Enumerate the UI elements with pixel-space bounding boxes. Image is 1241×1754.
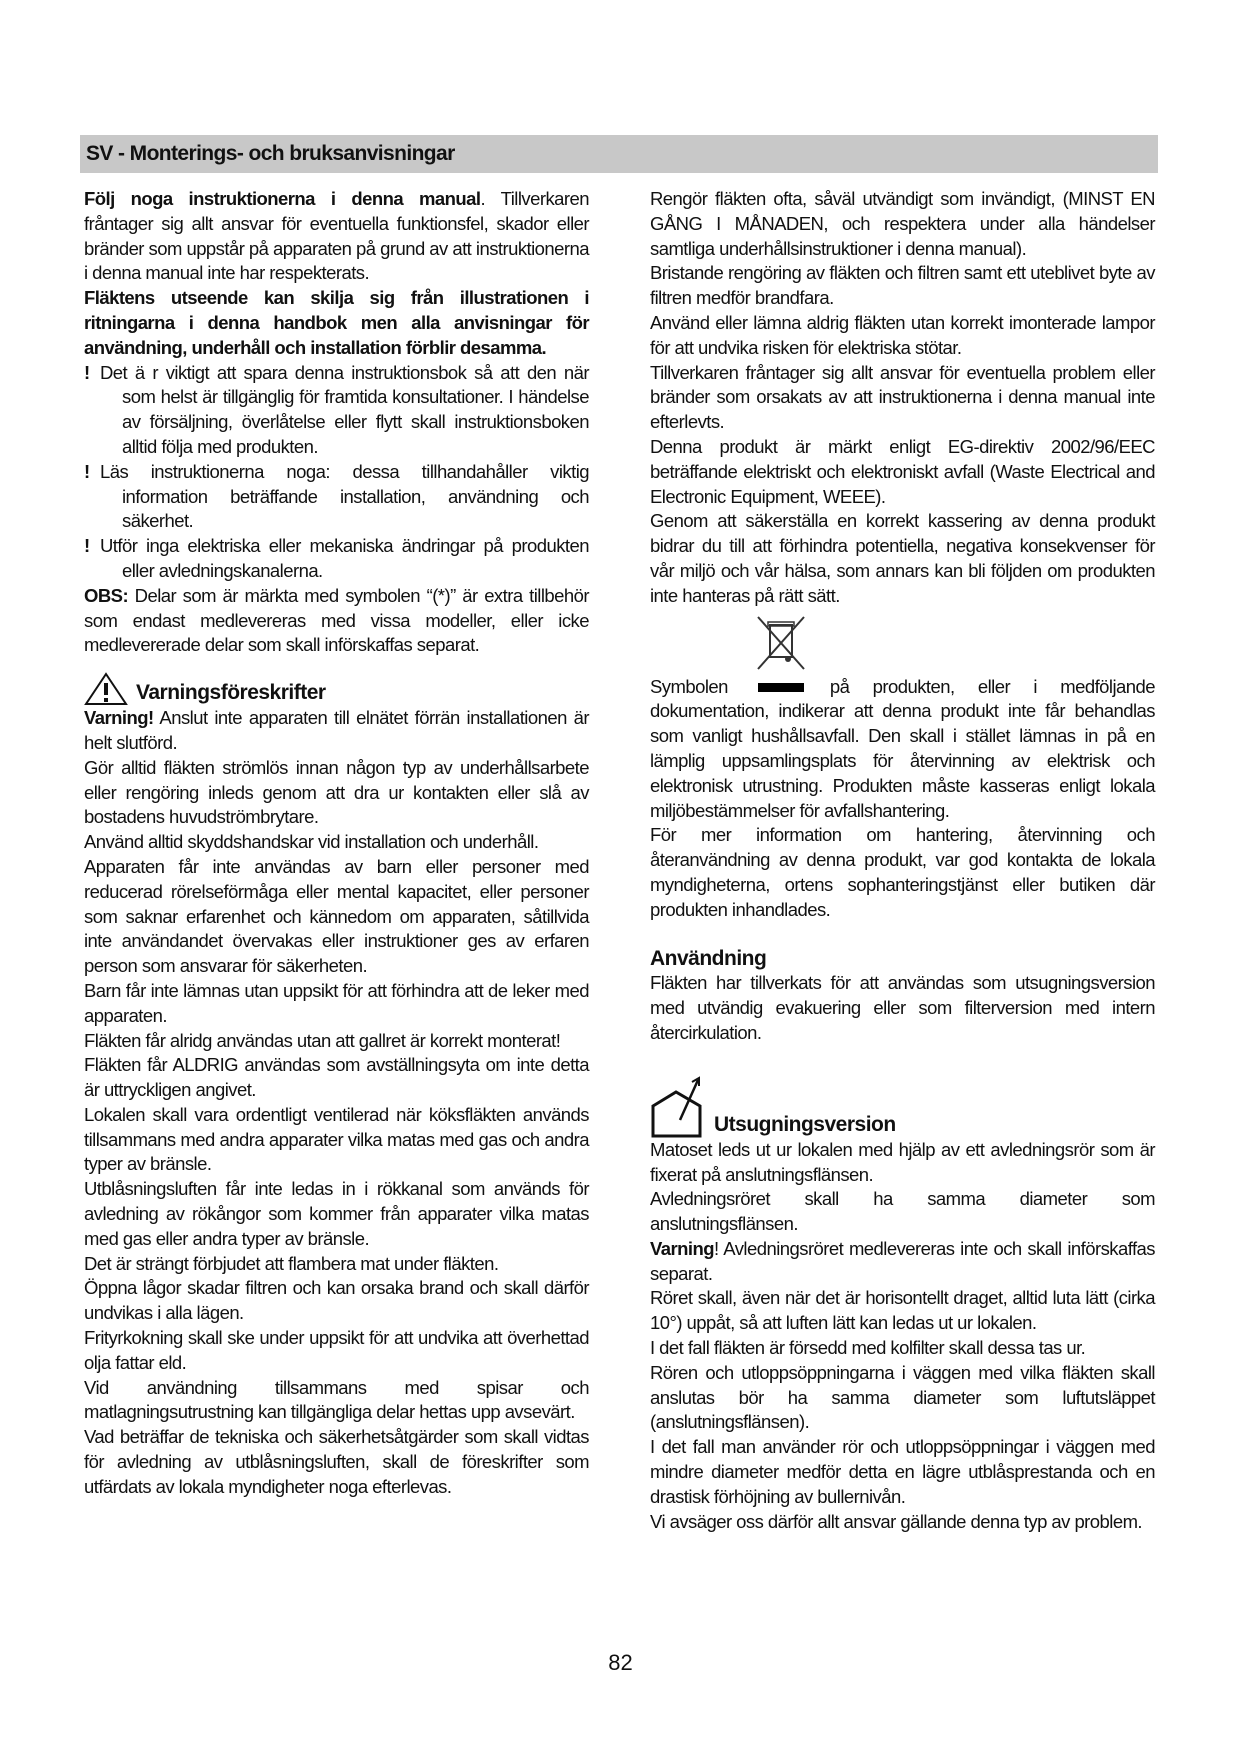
paragraph: Vi avsäger oss därför allt ansvar gällande denna typ av problem.	[650, 1510, 1143, 1532]
paragraph: Fläkten får ALDRIG användas som avställningsyta om inte detta är uttryckligen angivet.	[84, 1054, 589, 1101]
bullet-text: Utför inga elektriska eller mekaniska ändringar på produkten eller avledningskanalerna.	[100, 535, 589, 581]
page-number: 82	[608, 1650, 633, 1675]
left-column	[84, 187, 589, 1500]
symbol-text: på produkten, eller i medföljande dokumentation, indikerar att denna produkt inte får behandlas som vanligt hushållsavfall. Den skall i stället lämnas in på en lämplig uppsamlingsplats för återvinning av elektrisk och elektronisk utrustning. Produkten måste kasseras enligt lokala miljöbestämmelser för avfallshantering.	[650, 675, 1155, 821]
warnings-heading-row	[84, 672, 589, 706]
warning-triangle-icon	[84, 672, 128, 706]
appearance-bold: Fläktens utseende kan skilja sig från illustrationen i ritningarna i denna handbok men alla anvisningar för användning, underhåll och installation förblir desamma.	[84, 287, 589, 358]
paragraph: Rören och utloppsöppningarna i väggen med vilka fläkten skall anslutas bör ha samma diameter som luftutsläppet (anslutningsflänsen).	[650, 1361, 1155, 1433]
exhaust-heading-row	[650, 1076, 1155, 1138]
paragraph: Röret skall, även när det är horisontellt draget, alltid luta lätt (cirka 10°) uppåt, så att luften lätt kan ledas ut ur lokalen.	[650, 1287, 1155, 1334]
usage-paragraph: Fläkten har tillverkats för att användas som utsugningsversion med utvändig evakuering eller som filterversion med intern återcirkulation.	[650, 972, 1155, 1043]
paragraph: Det är strängt förbjudet att flambera mat under fläkten.	[84, 1252, 499, 1274]
paragraph: Avledningsröret skall ha samma diameter som anslutningsflänsen.	[650, 1188, 1155, 1235]
intro-text: . Tillverkaren fråntager sig allt ansvar för eventuella funktionsfel, skador eller bränder som uppstår på apparaten på grund av att instruktionerna i denna manual inte har respekterats.	[84, 188, 589, 284]
right-column	[650, 187, 1155, 1534]
info-paragraph: För mer information om hantering, återvinning och återanvändning av denna produkt, var god kontakta de lokala myndigheterna, ortens sophanteringstjänst eller butiken där produkten inhandlades.	[650, 824, 1155, 920]
warning-text: Anslut inte apparaten till elnätet förrän installationen är helt slutförd.	[84, 707, 589, 753]
paragraph: Utblåsningsluften får inte ledas in i rökkanal som används för avledning av rökångor som kommer från apparater vilka matas med gas eller andra typer av bränsle.	[84, 1178, 589, 1249]
paragraph: Frityrkokning skall ske under uppsikt för att undvika att överhettad olja fattar eld.	[84, 1327, 589, 1373]
intro-bold: Följ noga instruktionerna i denna manual	[84, 188, 481, 209]
paragraph: Apparaten får inte användas av barn eller personer med reducerad rörelseförmåga eller mental kapacitet, eller personer som saknar erfarenhet och kännedom om apparaten, såtillvida inte användandet övervakas eller instruktioner ges av erfaren person som ansvarar för säkerheten.	[84, 855, 589, 977]
obs-paragraph	[84, 584, 589, 658]
weee-crossed-bin-icon	[754, 615, 808, 671]
appearance-note	[84, 286, 589, 360]
bullet-item	[84, 361, 589, 460]
bullet-text: Läs instruktionerna noga: dessa tillhandahåller viktig information beträffande installation, användning och säkerhet.	[100, 460, 589, 532]
paragraph: Gör alltid fläkten strömlös innan någon typ av underhållsarbete eller rengöring inleds genom att dra ur kontakten eller slå av bostadens huvudströmbrytare.	[84, 756, 589, 828]
paragraph: Lokalen skall vara ordentligt ventilerad när köksfläkten används tillsammans med andra apparater vilka matas med gas och andra typer av bränsle.	[84, 1103, 589, 1175]
warning-label: Varning!	[84, 707, 154, 729]
symbol-paragraph	[650, 675, 1155, 824]
paragraph: Använd alltid skyddshandskar vid installation och underhåll.	[84, 831, 539, 853]
black-bar-symbol	[758, 683, 804, 692]
exhaust-warning-text: ! Avledningsröret medlevereras inte och skall införskaffas separat.	[650, 1237, 1155, 1284]
intro-paragraph	[84, 187, 589, 286]
paragraph: Vid användning tillsammans med spisar och matlagningsutrustning kan tillgängliga delar hettas upp avsevärt.	[84, 1376, 589, 1423]
paragraph: Matoset leds ut ur lokalen med hjälp av ett avledningsrör som är fixerat på anslutningsflänsen.	[650, 1138, 1155, 1185]
paragraph: Denna produkt är märkt enligt EG-direktiv 2002/96/EEC beträffande elektriskt och elektroniskt avfall (Waste Electrical and Electronic Equipment, WEEE).	[650, 435, 1155, 507]
exclamation-icon: !	[84, 361, 90, 383]
exclamation-icon: !	[84, 535, 90, 557]
paragraph: Tillverkaren fråntager sig allt ansvar för eventuella problem eller bränder som orsakats av att instruktionerna i denna manual inte efterlevts.	[650, 361, 1155, 433]
paragraph: I det fall man använder rör och utloppsöppningar i väggen med mindre diameter medför detta en lägre utblåsprestanda och en drastisk förhöjning av bullernivån.	[650, 1436, 1155, 1507]
exhaust-warning-label: Varning	[650, 1237, 714, 1259]
paragraph: Vad beträffar de tekniska och säkerhetsåtgärder som skall vidtas för avledning av utblåsningsluften, skall de föreskrifter som utfärdats av lokala myndigheter noga efterlevas.	[84, 1426, 589, 1497]
symbol-prefix: Symbolen	[650, 675, 728, 697]
section-title: SV - Monterings- och bruksanvisningar	[86, 142, 455, 165]
warnings-heading: Varningsföreskrifter	[136, 681, 326, 705]
obs-text: Delar som är märkta med symbolen “(*)” är extra tillbehör som endast medlevereras med vissa modeller, eller icke medlevererade delar som skall införskaffas separat.	[84, 584, 589, 656]
exhaust-warning	[650, 1237, 1155, 1287]
paragraph: Rengör fläkten ofta, såväl utvändigt som invändigt, (MINST EN GÅNG I MÅNADEN, och respektera under alla händelser samtliga underhållsinstruktioner i denna manual).	[650, 188, 1155, 259]
exhaust-heading: Utsugningsversion	[714, 1112, 896, 1136]
warning-paragraph	[84, 706, 589, 756]
paragraph: I det fall fläkten är försedd med kolfilter skall dessa tas ur.	[650, 1337, 1086, 1359]
paragraph: Fläkten får alridg användas utan att gallret är korrekt monterat!	[84, 1029, 561, 1051]
paragraph: Använd eller lämna aldrig fläkten utan korrekt imonterade lampor för att undvika risken för elektriska stötar.	[650, 311, 1155, 358]
obs-label: OBS:	[84, 584, 129, 606]
bullet-item	[84, 460, 589, 534]
exclamation-icon: !	[84, 460, 90, 482]
paragraph: Bristande rengöring av fläkten och filtren samt ett uteblivet byte av filtren medför brandfara.	[650, 262, 1155, 309]
paragraph: Genom att säkerställa en korrekt kassering av denna produkt bidrar du till att förhindra potentiella, negativa konsekvenser för vår miljö och vår hälsa, som annars kan bli följden om produkten inte hanteras på rätt sätt.	[650, 510, 1155, 606]
bullet-item	[84, 534, 589, 584]
paragraph: Barn får inte lämnas utan uppsikt för att förhindra att de leker med apparaten.	[84, 979, 589, 1026]
bullet-text: Det ä r viktigt att spara denna instruktionsbok så att den när som helst är tillgänglig för framtida konsultationer. I händelse av försäljning, överlåtelse eller flytt skall instruktionsboken alltid följa med produkten.	[100, 361, 589, 457]
paragraph: Öppna lågor skadar filtren och kan orsaka brand och skall därför undvikas i alla lägen.	[84, 1277, 589, 1324]
house-exhaust-icon	[650, 1076, 706, 1138]
usage-heading: Användning	[650, 946, 767, 970]
section-header	[80, 135, 1158, 173]
